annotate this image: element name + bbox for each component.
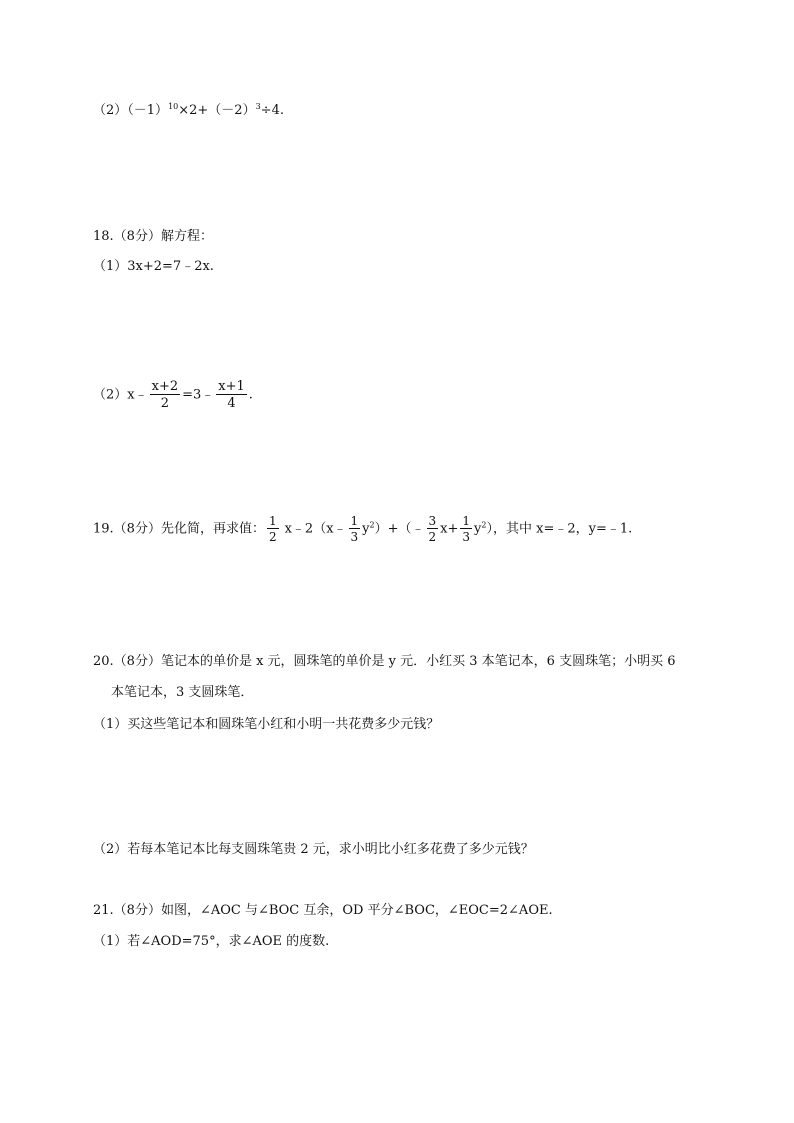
p17-term1: （－1） — [127, 103, 169, 118]
p19-fraction-4: $\frac{1}{3}$ — [462, 514, 471, 544]
p19-term3: ）+（﹣ — [374, 521, 425, 537]
p17-part2-label: （2） — [93, 103, 128, 118]
p17-part2 — [93, 104, 284, 117]
p19-fraction-1: $\frac{1}{2}$ — [268, 514, 277, 544]
p19-term5: y — [474, 521, 482, 537]
p19-fraction-3: $\frac{3}{2}$ — [428, 514, 437, 544]
p19-term1: x﹣2（x﹣ — [284, 521, 347, 537]
p17-term3: ÷4. — [260, 103, 284, 118]
p20-part2: （2）若每本笔记本比每支圆珠笔贵 2 元，求小明比小红多花费了多少元钱？ — [93, 842, 534, 857]
p21-part1: （1）若∠AOD=75°，求∠AOE 的度数. — [93, 934, 330, 949]
p18-heading: 18.（8分）解方程： — [93, 229, 213, 244]
p19-exp2: 2 — [481, 520, 487, 530]
p19-term6: ），其中 x=﹣2，y=﹣1. — [486, 521, 633, 537]
p18-fraction-2: $\frac{x+1}{4}$ — [218, 379, 245, 411]
p20-line1: 20.（8分）笔记本的单价是 x 元，圆珠笔的单价是 y 元．小红买 3 本笔记本，6 支圆珠笔；小明买 6 — [93, 654, 676, 669]
p17-exp1: 10 — [168, 102, 179, 111]
p20-line2: 本笔记本，3 支圆珠笔． — [111, 685, 254, 700]
p19-term4: x+ — [440, 521, 459, 537]
p21-line1: 21.（8分）如图，∠AOC 与∠BOC 互余，OD 平分∠BOC，∠EOC=2∠AOE. — [93, 903, 553, 918]
p17-exp2: 3 — [255, 102, 261, 111]
p17-term2: ×2+（－2） — [178, 103, 256, 118]
p19-prefix: 19.（8分）先化简，再求值： — [93, 521, 265, 537]
p20-part1: （1）买这些笔记本和圆珠笔小红和小明一共花费多少元钱？ — [93, 717, 440, 732]
p18-part2-end: . — [248, 387, 253, 403]
p18-part2-mid: =3﹣ — [182, 387, 215, 403]
p18-part2-label: （2）x﹣ — [93, 387, 148, 403]
p19-fraction-2: $\frac{1}{3}$ — [350, 514, 359, 544]
p18-part2 — [93, 380, 253, 410]
p19-line — [93, 515, 632, 543]
p19-exp1: 2 — [369, 520, 375, 530]
p18-part1: （1）3x+2=7﹣2x. — [93, 259, 214, 274]
p18-fraction-1: $\frac{x+2}{2}$ — [151, 379, 179, 411]
p19-term2: y — [362, 521, 370, 537]
